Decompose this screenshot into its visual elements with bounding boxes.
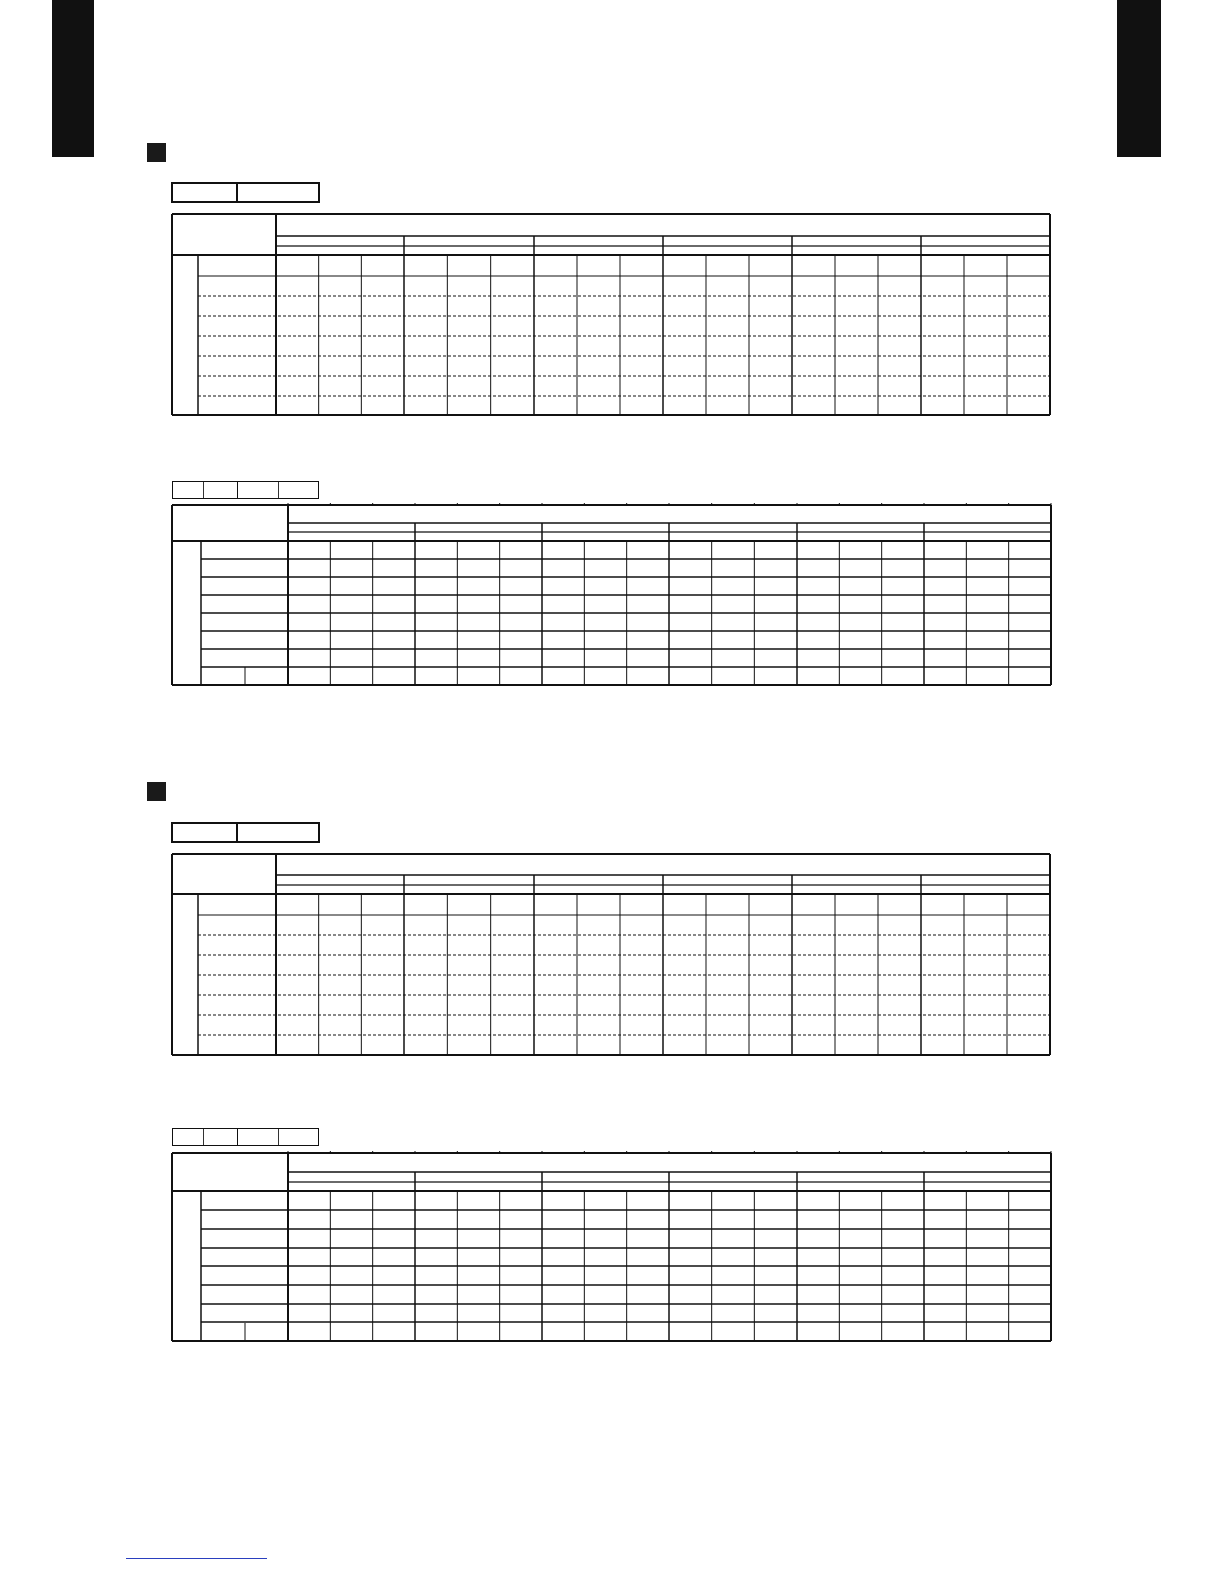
footer-link-underline[interactable] (126, 1558, 267, 1559)
